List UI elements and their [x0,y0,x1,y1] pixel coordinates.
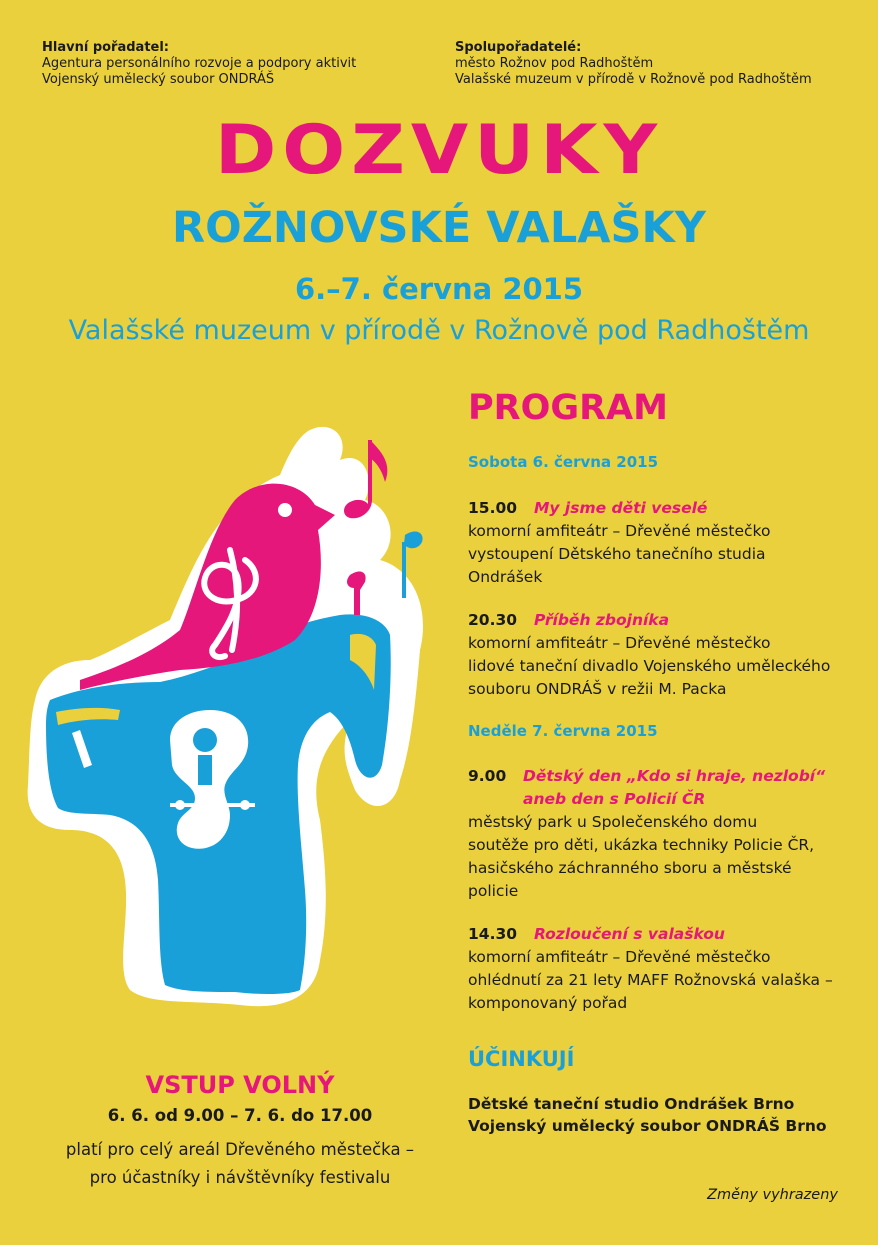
admission-block [40,1070,440,1192]
coorganizer-line: Valašské muzeum v přírodě v Rožnově pod Radhoštěm [455,72,812,87]
event-line: soutěže pro děti, ukázka techniky Policie ČR, [468,836,815,854]
changes-reserved-note: Změny vyhrazeny [707,1187,838,1203]
admission-hours: 6. 6. od 9.00 – 7. 6. do 17.00 [107,1106,373,1125]
program-list [468,452,868,1137]
event-time: 15.00 [468,499,518,517]
event-line: komorní amfiteátr – Dřevěné městečko [468,634,771,652]
organizer-block [42,40,356,88]
performer-line: Vojenský umělecký soubor ONDRÁŠ Brno [468,1117,827,1135]
poster-subtitle: ROŽNOVSKÉ VALAŠKY [172,203,706,253]
organizer-line: Agentura personálního rozvoje a podpory aktivit [42,56,357,71]
organizer-line: Vojenský umělecký soubor ONDRÁŠ [42,72,275,87]
day-heading-saturday: Sobota 6. června 2015 [468,453,659,471]
festival-venue: Valašské muzeum v přírodě v Rožnově pod Radhoštěm [68,315,810,346]
program-title: PROGRAM [468,388,668,428]
coorganizer-block [455,40,812,88]
performers-list [468,1093,868,1137]
performer-line: Dětské taneční studio Ondrášek Brno [468,1095,795,1113]
event-line: městský park u Společenského domu [468,813,758,831]
day-heading-sunday: Neděle 7. června 2015 [468,722,658,740]
event-line: lidové taneční divadlo Vojenského uměleckého [468,657,831,675]
event-name-continued: aneb den s Policií ČR [523,790,706,808]
festival-dates: 6.–7. června 2015 [294,272,584,306]
axe-bird-illustration [20,420,445,1020]
event-line: policie [468,882,519,900]
event-line: hasičského záchranného sboru a městské [468,859,792,877]
event-line: ohlédnutí za 21 lety MAFF Rožnovská valaška – [468,971,833,989]
event-item [468,765,868,903]
admission-line: platí pro celý areál Dřevěného městečka – [65,1140,415,1159]
event-line: souboru ONDRÁŠ v režii M. Packa [468,680,727,698]
event-item [468,609,868,701]
admission-title: VSTUP VOLNÝ [145,1071,335,1099]
event-time: 20.30 [468,611,518,629]
event-line: komorní amfiteátr – Dřevěné městečko [468,522,771,540]
coorganizer-line: město Rožnov pod Radhoštěm [455,56,654,71]
event-time: 14.30 [468,925,518,943]
admission-line: pro účastníky i návštěvníky festivalu [89,1168,391,1187]
event-item [468,923,868,1015]
organizer-label: Hlavní pořadatel: [42,40,170,55]
event-time: 9.00 [468,767,507,785]
event-name: Dětský den „Kdo si hraje, nezlobí“ [523,767,826,785]
event-item [468,497,868,589]
coorganizer-label: Spolupořadatelé: [455,40,582,55]
event-line: vystoupení Dětského tanečního studia [468,545,766,563]
event-line: Ondrášek [468,568,543,586]
event-line: komponovaný pořad [468,994,628,1012]
event-name: My jsme děti veselé [534,499,708,517]
event-line: komorní amfiteátr – Dřevěné městečko [468,948,771,966]
event-name: Rozloučení s valaškou [534,925,725,943]
poster-title: DOZVUKY [214,110,664,190]
performers-title: ÚČINKUJÍ [468,1047,575,1071]
event-name: Příběh zbojníka [534,611,670,629]
